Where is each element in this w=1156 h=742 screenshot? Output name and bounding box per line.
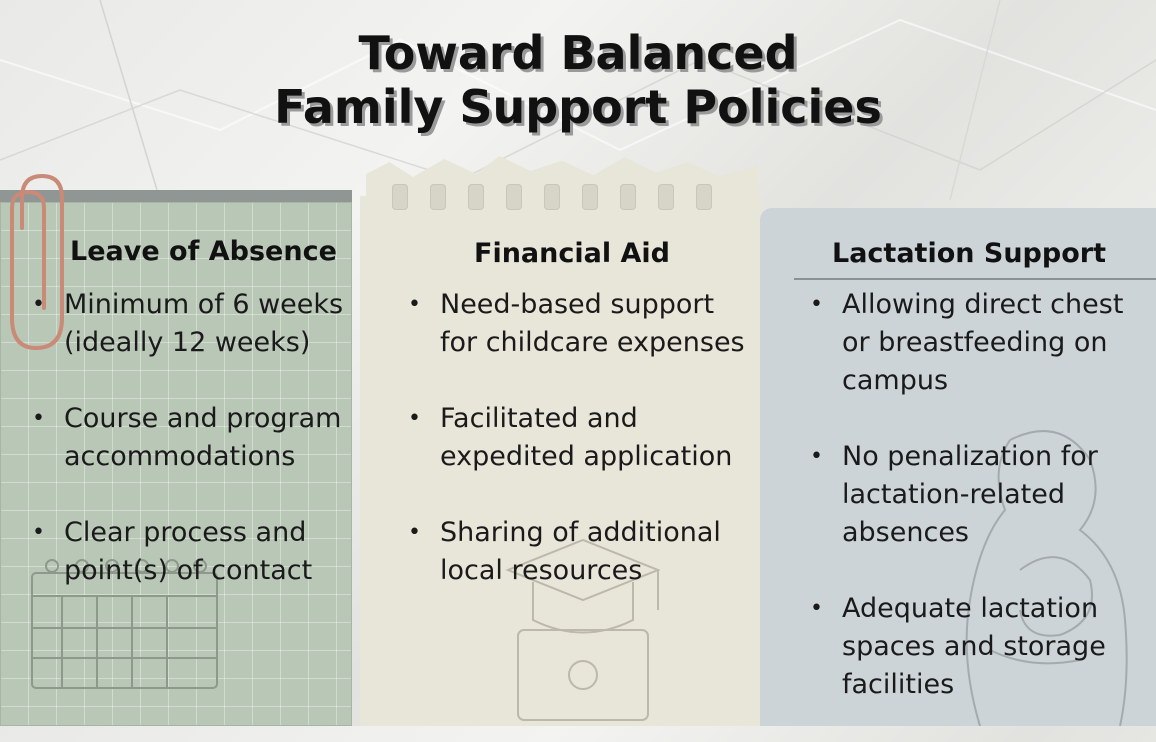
list-item: • Facilitated and expedited application (402, 400, 752, 476)
list-item: • Sharing of additional local resources (402, 514, 752, 590)
list-item: • Allowing direct chest or breastfeeding on campus (804, 286, 1148, 400)
lactation-support-list (804, 286, 1148, 742)
title-line-2: Family Support Policies (274, 80, 882, 134)
list-item: • Adequate lactation spaces and storage facilities (804, 590, 1148, 704)
list-item: • Minimum of 6 weeks (ideally 12 weeks) (26, 286, 356, 362)
list-item: • No penalization for lactation-related absences (804, 438, 1148, 552)
lactation-support-heading: Lactation Support (832, 238, 1106, 269)
list-item: • Course and program accommodations (26, 400, 356, 476)
punch-hole (696, 184, 712, 210)
leave-of-absence-heading: Leave of Absence (70, 236, 337, 267)
title-line-1: Toward Balanced (358, 26, 798, 80)
list-item: • Need-based support for childcare expenses (402, 286, 752, 362)
financial-aid-heading: Financial Aid (474, 238, 670, 269)
punch-hole (544, 184, 560, 210)
punch-hole (506, 184, 522, 210)
heading-underline (794, 278, 1156, 280)
page-title (0, 26, 1156, 134)
list-item: • Clear process and point(s) of contact (26, 514, 356, 590)
financial-aid-list (402, 286, 752, 628)
punch-hole (658, 184, 674, 210)
punch-hole (582, 184, 598, 210)
punch-hole (620, 184, 636, 210)
punch-hole (430, 184, 446, 210)
leave-of-absence-list (26, 286, 356, 628)
punch-hole (392, 184, 408, 210)
punch-hole (468, 184, 484, 210)
